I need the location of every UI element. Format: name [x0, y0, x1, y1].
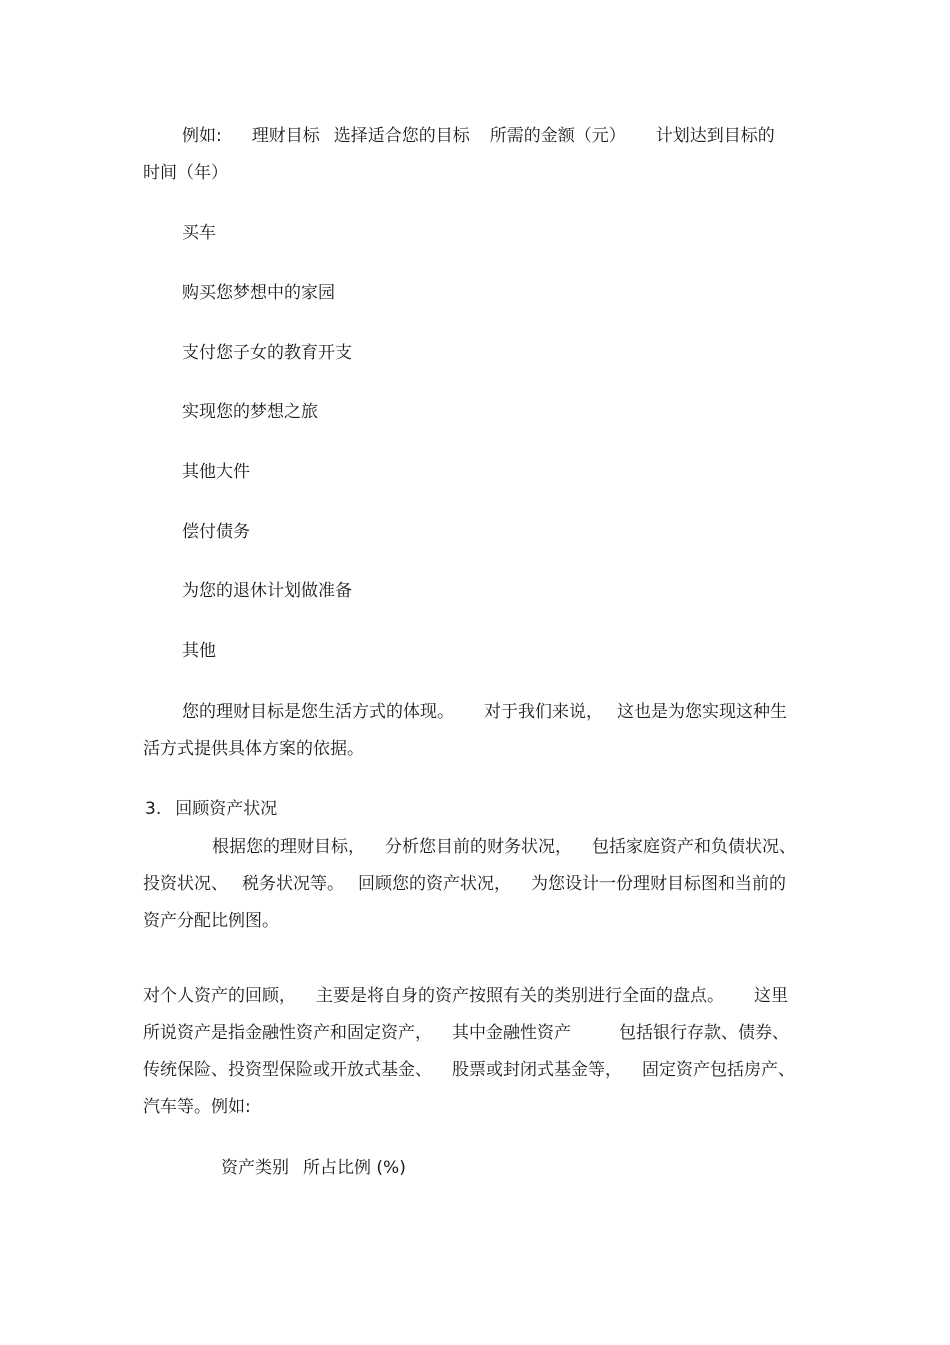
goal-item: 支付您子女的教育开支	[182, 343, 352, 363]
example-col-goal: 理财目标	[251, 126, 320, 146]
paragraph-1-line-3: 资产分配比例图。	[143, 911, 279, 931]
section-title: 回顾资产状况	[175, 799, 278, 819]
asset-col-percent: 所占比例 (%)	[303, 1158, 406, 1178]
paragraph-text: 固定资产包括房产、	[642, 1060, 795, 1080]
goal-item: 其他	[182, 641, 216, 661]
asset-col-category: 资产类别	[221, 1158, 289, 1178]
paragraph-text: 税务状况等。	[242, 874, 344, 894]
example-col-choose: 选择适合您的目标	[333, 126, 470, 146]
section-heading	[145, 798, 277, 820]
paragraph-text: 传统保险、投资型保险或开放式基金、	[143, 1060, 432, 1080]
paragraph-text: 股票或封闭式基金等，	[452, 1060, 622, 1080]
example-lead: 例如:	[182, 126, 222, 146]
paragraph-text: 所说资产是指金融性资产和固定资产，	[143, 1023, 432, 1043]
paragraph-text: 对个人资产的回顾，	[143, 986, 296, 1006]
goal-item: 为您的退休计划做准备	[182, 581, 352, 601]
summary-line-2: 活方式提供具体方案的依据。	[143, 739, 364, 759]
paragraph-text: 这里	[754, 986, 788, 1006]
goal-item: 偿付债务	[182, 522, 250, 542]
example-header-wrap: 时间（年）	[143, 163, 228, 183]
summary-text: 这也是为您实现这种生	[617, 702, 787, 722]
example-col-time: 计划达到目标的	[655, 126, 775, 146]
paragraph-text: 回顾您的资产状况，	[358, 874, 511, 894]
paragraph-text: 其中金融性资产	[452, 1023, 571, 1043]
summary-text: 您的理财目标是您生活方式的体现。	[182, 702, 454, 722]
paragraph-text: 为您设计一份理财目标图和当前的	[531, 874, 786, 894]
section-number: 3.	[145, 799, 162, 819]
example-col-amount: 所需的金额（元）	[489, 126, 626, 146]
goal-item: 购买您梦想中的家园	[182, 283, 335, 303]
paragraph-text: 主要是将自身的资产按照有关的类别进行全面的盘点。	[316, 986, 724, 1006]
asset-table-header	[221, 1157, 406, 1179]
paragraph-1-line-2	[143, 873, 786, 895]
paragraph-2-line-4: 汽车等。例如:	[143, 1097, 251, 1117]
paragraph-text: 投资状况、	[143, 874, 228, 894]
goal-item: 买车	[182, 223, 216, 243]
paragraph-2-line-3	[143, 1059, 795, 1081]
paragraph-text: 包括家庭资产和负债状况、	[592, 837, 796, 857]
paragraph-2-line-2	[143, 1022, 789, 1044]
summary-line-1	[182, 701, 787, 723]
goal-item: 实现您的梦想之旅	[182, 402, 318, 422]
paragraph-2-line-1	[143, 985, 788, 1007]
paragraph-text: 根据您的理财目标，	[212, 837, 365, 857]
paragraph-text: 包括银行存款、债券、	[619, 1023, 789, 1043]
paragraph-text: 分析您目前的财务状况，	[385, 837, 572, 857]
paragraph-1-line-1	[212, 836, 796, 858]
goal-item: 其他大件	[182, 462, 250, 482]
example-header	[182, 125, 775, 147]
summary-text: 对于我们来说，	[484, 702, 603, 722]
